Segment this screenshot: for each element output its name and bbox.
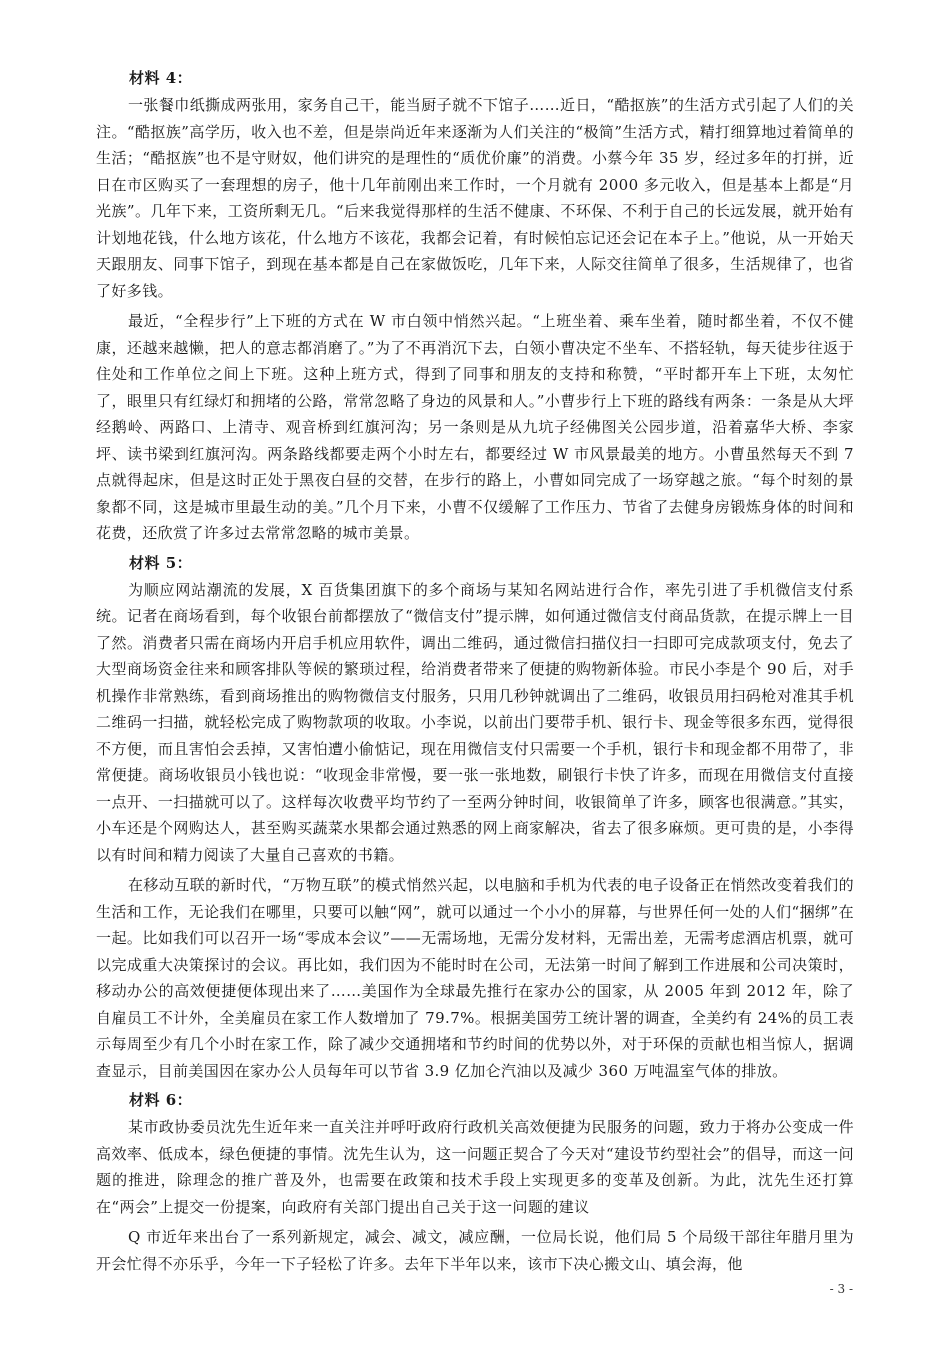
material-5-heading: 材料 5： bbox=[129, 553, 193, 572]
material-6-paragraph-2: Q 市近年来出台了一系列新规定，减会、减文，减应酬，一位局长说，他们局 5 个局级干部往年腊月里为开会忙得不亦乐乎，今年一下子轻松了许多。去年下半年以来，该市下决心搬文山、填会海，他 bbox=[96, 1228, 854, 1273]
material-4-heading: 材料 4： bbox=[129, 69, 193, 87]
material-5-paragraph-1: 为顺应网站潮流的发展，X 百货集团旗下的多个商场与某知名网站进行合作，率先引进了手机微信支付系统。记者在商场看到，每个收银台前都摆放了“微信支付”提示牌，如何通过微信支付商品货款，在提示牌上一目了然。消费者只需在商场内开启手机应用软件，调出二维码，通过微信扫描仪扫一扫即可完成款项支付，免去了大型商场资金往来和顾客排队等候的繁琐过程，给消费者带来了便捷的购物新体验。市民小李是个 90 后，对手机操作非常熟练，看到商场推出的购物微信支付服务，只用几秒钟就调出了二维码，收银员用扫码枪对准其手机二维码一扫描，就轻松完成了购物款项的收取。小李说，以前出门要带手机、银行卡、现金等很多东西，觉得很不方便，而且害怕会丢掉，又害怕遭小偷惦记，现在用微信支付只需要一个手机，银行卡和现金都不用带了，非常便捷。商场收银员小钱也说：“收现金非常慢，要一张一张地数，刷银行卡快了许多，而现在用微信支付直接一点开、一扫描就可以了。这样每次收费平均节约了一至两分钟时间，收银简单了许多，顾客也很满意。”其实，小车还是个网购达人，甚至购买蔬菜水果都会通过熟悉的网上商家解决，省去了很多麻烦。更可贵的是，小李得以有时间和精力阅读了大量自己喜欢的书籍。 bbox=[96, 580, 854, 864]
material-6-paragraph-1: 某市政协委员沈先生近年来一直关注并呼吁政府行政机关高效便捷为民服务的问题，致力于将办公变成一件高效率、低成本，绿色便捷的事情。沈先生认为，这一问题正契合了今天对“建设节约型社会”的倡导，而这一问题的推进，除理念的推广普及外，也需要在政策和技术手段上实现更多的变革及创新。为此，沈先生还打算在“两会”上提交一份提案，向政府有关部门提出自己关于这一问题的建议 bbox=[96, 1118, 854, 1216]
material-4-paragraph-1: 一张餐巾纸撕成两张用，家务自己干，能当厨子就不下馆子……近日，“酷抠族”的生活方式引起了人们的关注。“酷抠族”高学历，收入也不差，但是崇尚近年来逐渐为人们关注的“极简”生活方式，精打细算地过着简单的生活；“酷抠族”也不是守财奴，他们讲究的是理性的“质优价廉”的消费。小蔡今年 35 岁，经过多年的打拼，近日在市区购买了一套理想的房子，他十几年前刚出来工作时，一个月就有 2000 多元收入，但是基本上都是“月光族”。几年下来，工资所剩无几。“后来我觉得那样的生活不健康、不环保、不利于自己的长远发展，就开始有计划地花钱，什么地方该花，什么地方不该花，我都会记着，有时候怕忘记还会记在本子上。”他说，从一开始天天跟朋友、同事下馆子，到现在基本都是自己在家做饭吃，几年下来，人际交往简单了很多，生活规律了，也省了好多钱。 bbox=[96, 96, 854, 300]
document-body bbox=[96, 66, 854, 1281]
material-6-heading: 材料 6： bbox=[129, 1091, 193, 1109]
material-5-paragraph-2: 在移动互联的新时代，“万物互联”的模式悄然兴起，以电脑和手机为代表的电子设备正在悄然改变着我们的生活和工作，无论我们在哪里，只要可以触“网”，就可以通过一个小小的屏幕，与世界任何一处的人们“捆绑”在一起。比如我们可以召开一场“零成本会议”——无需场地，无需分发材料，无需出差，无需考虑酒店机票，就可以完成重大决策探讨的会议。再比如，我们因为不能时时在公司，无法第一时间了解到工作进展和公司决策时，移动办公的高效便捷便体现出来了……美国作为全球最先推行在家办公的国家，从 2005 年到 2012 年，除了自雇员工不计外，全美雇员在家工作人数增加了 79.7%。根据美国劳工统计署的调查，全美约有 24%的员工表示每周至少有几个小时在家工作，除了减少交通拥堵和节约时间的优势以外，对于环保的贡献也相当惊人，据调查显示，目前美国因在家办公人员每年可以节省 3.9 亿加仑汽油以及减少 360 万吨温室气体的排放。 bbox=[96, 876, 854, 1080]
page-number: - 3 - bbox=[829, 1282, 853, 1296]
material-4-paragraph-2: 最近，“全程步行”上下班的方式在 W 市白领中悄然兴起。“上班坐着、乘车坐着，随时都坐着，不仅不健康，还越来越懒，把人的意志都消磨了。”为了不再消沉下去，白领小曹决定不坐车、不搭轻轨，每天徒步往返于住处和工作单位之间上下班。这种上班方式，得到了同事和朋友的支持和称赞，“平时都开车上下班，太匆忙了，眼里只有红绿灯和拥堵的公路，常常忽略了身边的风景和人。”小曹步行上下班的路线有两条：一条是从大坪经鹅岭、两路口、上清寺、观音桥到红旗河沟；另一条则是从九坑子经佛图关公园步道，沿着嘉华大桥、李家坪、读书梁到红旗河沟。两条路线都要走两个小时左右，都要经过 W 市风景最美的地方。小曹虽然每天不到 7 点就得起床，但是这时正处于黑夜白昼的交替，在步行的路上，小曹如同完成了一场穿越之旅。“每个时刻的景象都不同，这是城市里最生动的美。”几个月下来，小曹不仅缓解了工作压力、节省了去健身房锻炼身体的时间和花费，还欣赏了许多过去常常忽略的城市美景。 bbox=[96, 312, 854, 542]
